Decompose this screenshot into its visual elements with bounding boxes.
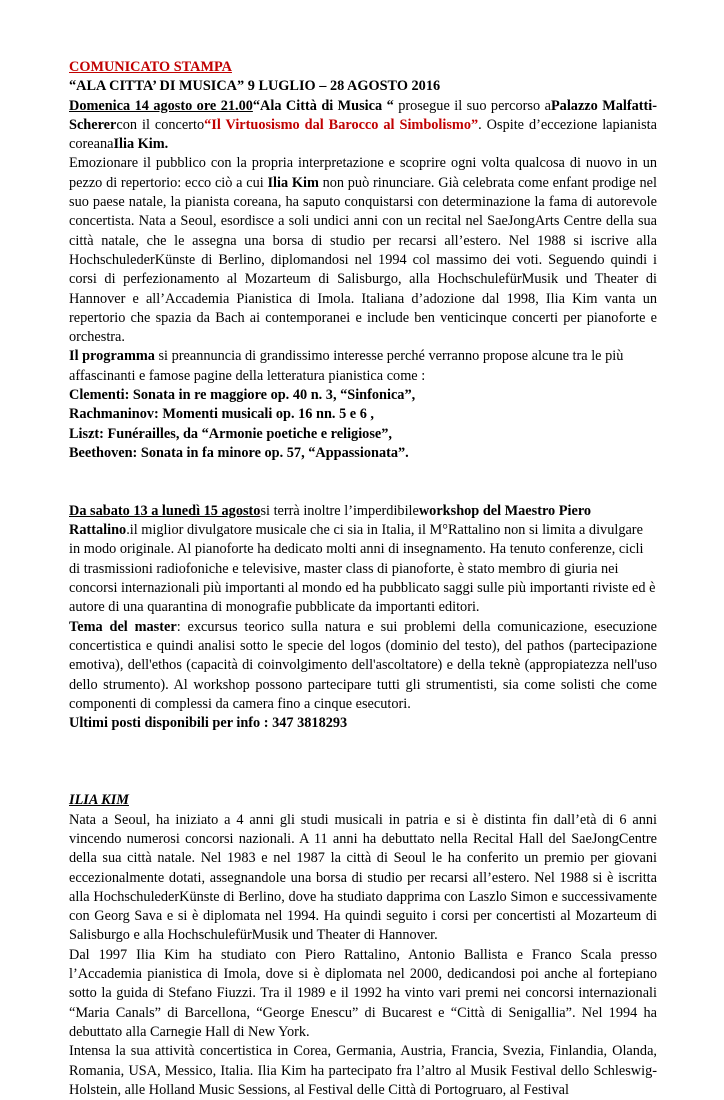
workshop-dates: Da sabato 13 a lunedì 15 agosto (69, 502, 261, 519)
bio-heading: ILIA KIM (69, 792, 129, 809)
program-item: Liszt: Funérailles, da “Armonie poetiche e religiose”, (69, 425, 392, 442)
bio-paragraph: Dal 1997 Ilia Kim ha studiato con Piero Rattalino, Antonio Ballista e Franco Scala presso l’Accademia pianistica di Imola, dove si è diplomata nel 2000, dedicandosi poi anche al fortepiano sotto la guida di Stefano Fiuzzi. Tra il 1989 e il 1992 ha vinto vari premi nei concorsi internazionali “Maria Canals” di Barcellona, “George Enescu” di Bucarest e “Città di Senigallia”. Nel 1994 ha debuttato alla Carnegie Hall di New York. (69, 946, 657, 1040)
contact-line: Ultimi posti disponibili per info : 347 3818293 (69, 715, 348, 732)
concert-intro (69, 97, 657, 155)
festival-name: “Ala Città di Musica “ (252, 97, 394, 114)
program-item: Rachmaninov: Momenti musicali op. 16 nn. 5 e 6 , (69, 406, 375, 423)
spacer (69, 733, 657, 791)
program-intro-text: si preannuncia di grandissimo interesse perché verranno propose alcune tra le più affascinanti e famose pagine della letteratura pianistica come : (69, 348, 624, 384)
bio-paragraph: Nata a Seoul, ha iniziato a 4 anni gli studi musicali in patria e si è distinta fin dall’età di 6 anni vincendo numerosi concorsi nazionali. A 11 anni ha debuttato nella Recital Hall del SaeJongCentre della sua città natale. Nel 1983 e nel 1987 la città di Seoul le ha conferito un premio per giovani eccezionalmente dotati, assegnandole una borsa di studio per recarsi all’estero. Nel 1988 si è iscritta alla HochschulederKünste di Berlino, dove ha studiato dapprima con Laszlo Simon e successivamente con Georg Sava e si è diplomata nel 1994. Ha quindi seguito i corsi per concertisti al Mozarteum di Salisburgo e alla HochschulefürMusik und Theater di Hannover. (69, 811, 657, 944)
paragraph-text: Emozionare il pubblico con la propria interpretazione e scoprire ogni volta qualcosa di nuovo in un pezzo di repertorio: ecco ciò a cui (69, 155, 657, 191)
doc-title: COMUNICATO STAMPA (69, 59, 232, 75)
venue-name: Palazzo Malfatti-Scherer (69, 97, 657, 133)
workshop-text-1: si terrà inoltre l’imperdibile (260, 502, 419, 519)
concert-date: Domenica 14 agosto ore 21.00 (69, 97, 253, 114)
program-item: Beethoven: Sonata in fa minore op. 57, “Appassionata”. (69, 444, 409, 461)
bio-paragraph: Intensa la sua attività concertistica in Corea, Germania, Austria, Francia, Svezia, Finlandia, Olanda, Romania, USA, Messico, Italia. Ilia Kim ha partecipato fra l’altro al Musik Festival dello Schleswig-Holstein, alle Holland Music Sessions, al Festival delle Città di Portogruaro, al Festival (69, 1043, 657, 1098)
concert-paragraph (69, 154, 657, 347)
program-label: Il programma (69, 348, 155, 365)
press-release-page (69, 58, 657, 1100)
artist-name: Ilia Kim. (113, 136, 169, 153)
program-intro (69, 347, 657, 386)
theme-text: : excursus teorico sulla natura e sui problemi della comunicazione, esecuzione concertistica e quindi analisi sotto le specie del logos (dominio del testo), del pathos (partecipazione emotiva), dell'ethos (capacità di coinvolgimento dell'ascoltatore) e della teknè (appropiatezza nell'uso dello strumento). Al workshop possono partecipare tutti gli strumentisti, sia come solisti che come componenti di complessi da camera fino a cinque esecutori. (69, 618, 657, 712)
event-line: “ALA CITTA’ DI MUSICA” 9 LUGLIO – 28 AGOSTO 2016 (69, 78, 441, 95)
workshop-paragraph (69, 502, 657, 618)
theme-label: Tema del master (69, 618, 177, 635)
workshop-name: workshop del Maestro Piero Rattalino (69, 502, 592, 539)
workshop-text-2: .il miglior divulgatore musicale che ci sia in Italia, il M°Rattalino non si limita a divulgare in modo originale. Al pianoforte ha dedicato molti anni di insegnamento. Ha tenuto conferenze, cicli di trasmissioni radiofoniche e televisive, master class di pianoforte, è stato membro di giuria nei concorsi internazionali più importanti al mondo ed ha pubblicato saggi sulle più importanti riviste ed è autore di una quarantina di monografie pubblicate da importanti editori. (69, 522, 656, 616)
artist-name-inline: Ilia Kim (267, 174, 319, 191)
spacer (69, 463, 657, 502)
intro-text-2: con il concerto (116, 116, 205, 133)
concert-title: “Il Virtuosismo dal Barocco al Simbolismo” (204, 116, 479, 133)
program-item: Clementi: Sonata in re maggiore op. 40 n. 3, “Sinfonica”, (69, 387, 416, 404)
intro-text-3: . Ospite d’eccezione lapianista coreana (69, 116, 657, 153)
intro-text-1: prosegue il suo percorso a (393, 97, 551, 114)
paragraph-text: non può rinunciare. Già celebrata come enfant prodige nel suo paese natale, la pianista coreana, ha saputo conquistarsi con determinazione la fama di autorevole concertista. Nata a Seoul, esordisce a soli undici anni con un recital nel SaeJongArts Centre della sua città natale, che le assegna una borsa di studio per recarsi all’estero. Nel 1988 si iscrive alla HochschulederKünste di Berlino, diplomandosi nel 1994 col massimo dei voti. Seguendo quindi i corsi di perfezionamento al Mozarteum di Salisburgo, alla HochschulefürMusik und Theater di Hannover e all’Accademia Pianistica di Imola. Italiana d’adozione dal 1998, Ilia Kim vanta un repertorio che spazia da Bach ai contemporanei e include ben venticinque concerti per pianoforte e orchestra. (69, 174, 657, 346)
workshop-theme (69, 618, 657, 714)
